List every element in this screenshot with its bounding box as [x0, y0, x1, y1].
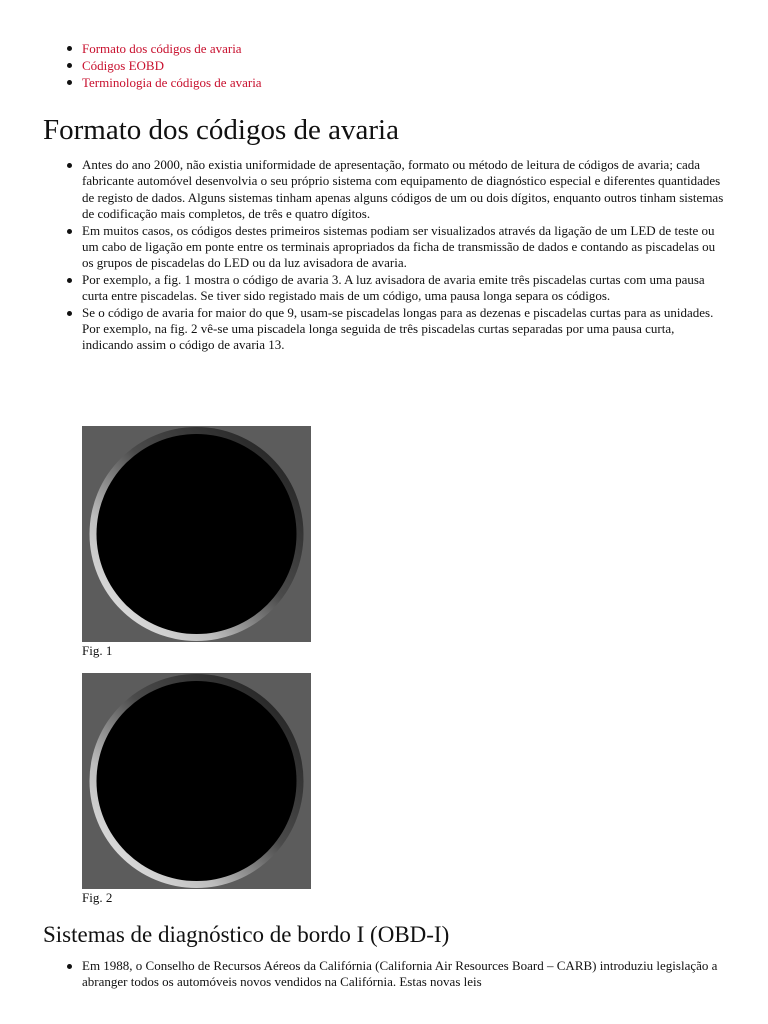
- list-item: Por exemplo, a fig. 1 mostra o código de avaria 3. A luz avisadora de avaria emite três piscadelas curtas com uma pausa curta entre piscadelas. Se tiver sido registado mais de um código, uma pausa longa separa os códigos.: [82, 272, 728, 305]
- section2-bullet-list: [82, 958, 728, 991]
- figure-2: [82, 673, 311, 906]
- figure-1: [82, 426, 311, 659]
- toc-link-eobd[interactable]: Códigos EOBD: [82, 58, 164, 73]
- figure-1-caption: Fig. 1: [82, 643, 113, 658]
- list-item: Se o código de avaria for maior do que 9, usam-se piscadelas longas para as dezenas e piscadelas curtas para as unidades. Por exemplo, na fig. 2 vê-se uma piscadela longa seguida de três piscadelas curtas separadas por uma pausa curta, indicando assim o código de avaria 13.: [82, 305, 728, 354]
- toc-link-formato[interactable]: Formato dos códigos de avaria: [82, 41, 242, 56]
- list-item: Em muitos casos, os códigos destes primeiros sistemas podiam ser visualizados através da ligação de um LED de teste ou um cabo de ligação em ponte entre os terminais apropriados da ficha de transmissão de dados e contando as piscadelas ou os grupos de piscadelas do LED ou da luz avisadora de avaria.: [82, 223, 728, 272]
- list-item: Em 1988, o Conselho de Recursos Aéreos da Califórnia (California Air Resources Board – CARB) introduziu legislação a abranger todos os automóveis novos vendidos na Califórnia. Estas novas leis: [82, 958, 728, 991]
- warning-lamp-icon: [82, 426, 311, 642]
- list-item: Antes do ano 2000, não existia uniformidade de apresentação, formato ou método de leitura de códigos de avaria; cada fabricante automóvel desenvolvia o seu próprio sistema com equipamento de diagnóstico especial e diferentes quantidades de registo de dados. Alguns sistemas tinham apenas alguns códigos de um ou dois dígitos, enquanto outros tinham sistemas de codificação mais completos, de três e quatro dígitos.: [82, 157, 728, 223]
- figure-2-image: [82, 673, 311, 889]
- section-title-obd1: Sistemas de diagnóstico de bordo I (OBD-I): [43, 922, 450, 947]
- toc-item-terminologia: [82, 74, 682, 91]
- section1-bullet-list: [82, 157, 728, 354]
- warning-lamp-icon: [82, 673, 311, 889]
- toc-link-terminologia[interactable]: Terminologia de códigos de avaria: [82, 75, 262, 90]
- figure-2-caption: Fig. 2: [82, 890, 113, 905]
- figure-1-image: [82, 426, 311, 642]
- toc-item-eobd: [82, 57, 682, 74]
- toc-item-formato: [82, 40, 682, 57]
- table-of-contents: [82, 40, 682, 91]
- section-title-formato: Formato dos códigos de avaria: [43, 114, 399, 146]
